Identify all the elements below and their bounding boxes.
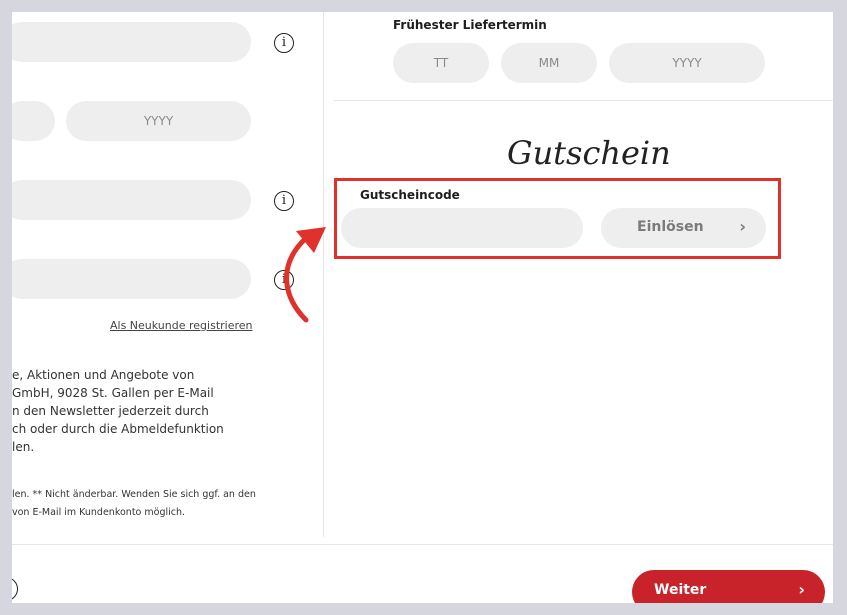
info-icon[interactable]: i [274, 191, 294, 211]
annotation-title: Gutschein [507, 134, 671, 172]
register-link[interactable]: Als Neukunde registrieren [110, 319, 253, 332]
newsletter-text-line: e, Aktionen und Angebote von [12, 368, 195, 382]
voucher-code-label: Gutscheincode [360, 188, 460, 202]
info-icon[interactable]: i [274, 270, 294, 290]
redeem-button-label: Einlösen [637, 219, 704, 235]
email-field[interactable] [12, 180, 251, 220]
annotation-arrow-icon [270, 217, 330, 327]
newsletter-text-line: n den Newsletter jederzeit durch [12, 404, 209, 418]
footnote-line: von E-Mail im Kundenkonto möglich. [12, 507, 186, 518]
section-divider [334, 100, 833, 101]
birth-year-placeholder: YYYY [143, 114, 174, 128]
delivery-day-placeholder: TT [433, 56, 449, 70]
footer-divider [12, 544, 833, 545]
birth-year-field[interactable] [66, 101, 251, 141]
redeem-button[interactable] [601, 208, 766, 248]
newsletter-text-line: len. [12, 440, 35, 454]
cropped-circle-icon[interactable] [12, 577, 18, 601]
newsletter-text-line: ch oder durch die Abmeldefunktion [12, 422, 224, 436]
delivery-date-label: Frühester Liefertermin [393, 18, 547, 32]
delivery-day-field[interactable] [393, 43, 489, 83]
password-field[interactable] [12, 259, 251, 299]
delivery-year-field[interactable] [609, 43, 765, 83]
info-icon[interactable]: i [274, 33, 294, 53]
birth-month-field[interactable] [12, 101, 55, 141]
footnote-line: len. ** Nicht änderbar. Wenden Sie sich ggf. an den [12, 489, 256, 500]
next-button[interactable] [632, 570, 825, 603]
delivery-year-placeholder: YYYY [672, 56, 702, 70]
voucher-code-input[interactable] [341, 208, 583, 248]
checkout-page [12, 12, 833, 603]
delivery-month-placeholder: MM [538, 56, 560, 70]
newsletter-text-line: GmbH, 9028 St. Gallen per E-Mail [12, 386, 214, 400]
chevron-right-icon: › [739, 217, 746, 236]
chevron-right-icon: › [798, 580, 805, 599]
cropped-field-top[interactable] [12, 22, 251, 62]
delivery-month-field[interactable] [501, 43, 597, 83]
next-button-label: Weiter [654, 582, 707, 598]
